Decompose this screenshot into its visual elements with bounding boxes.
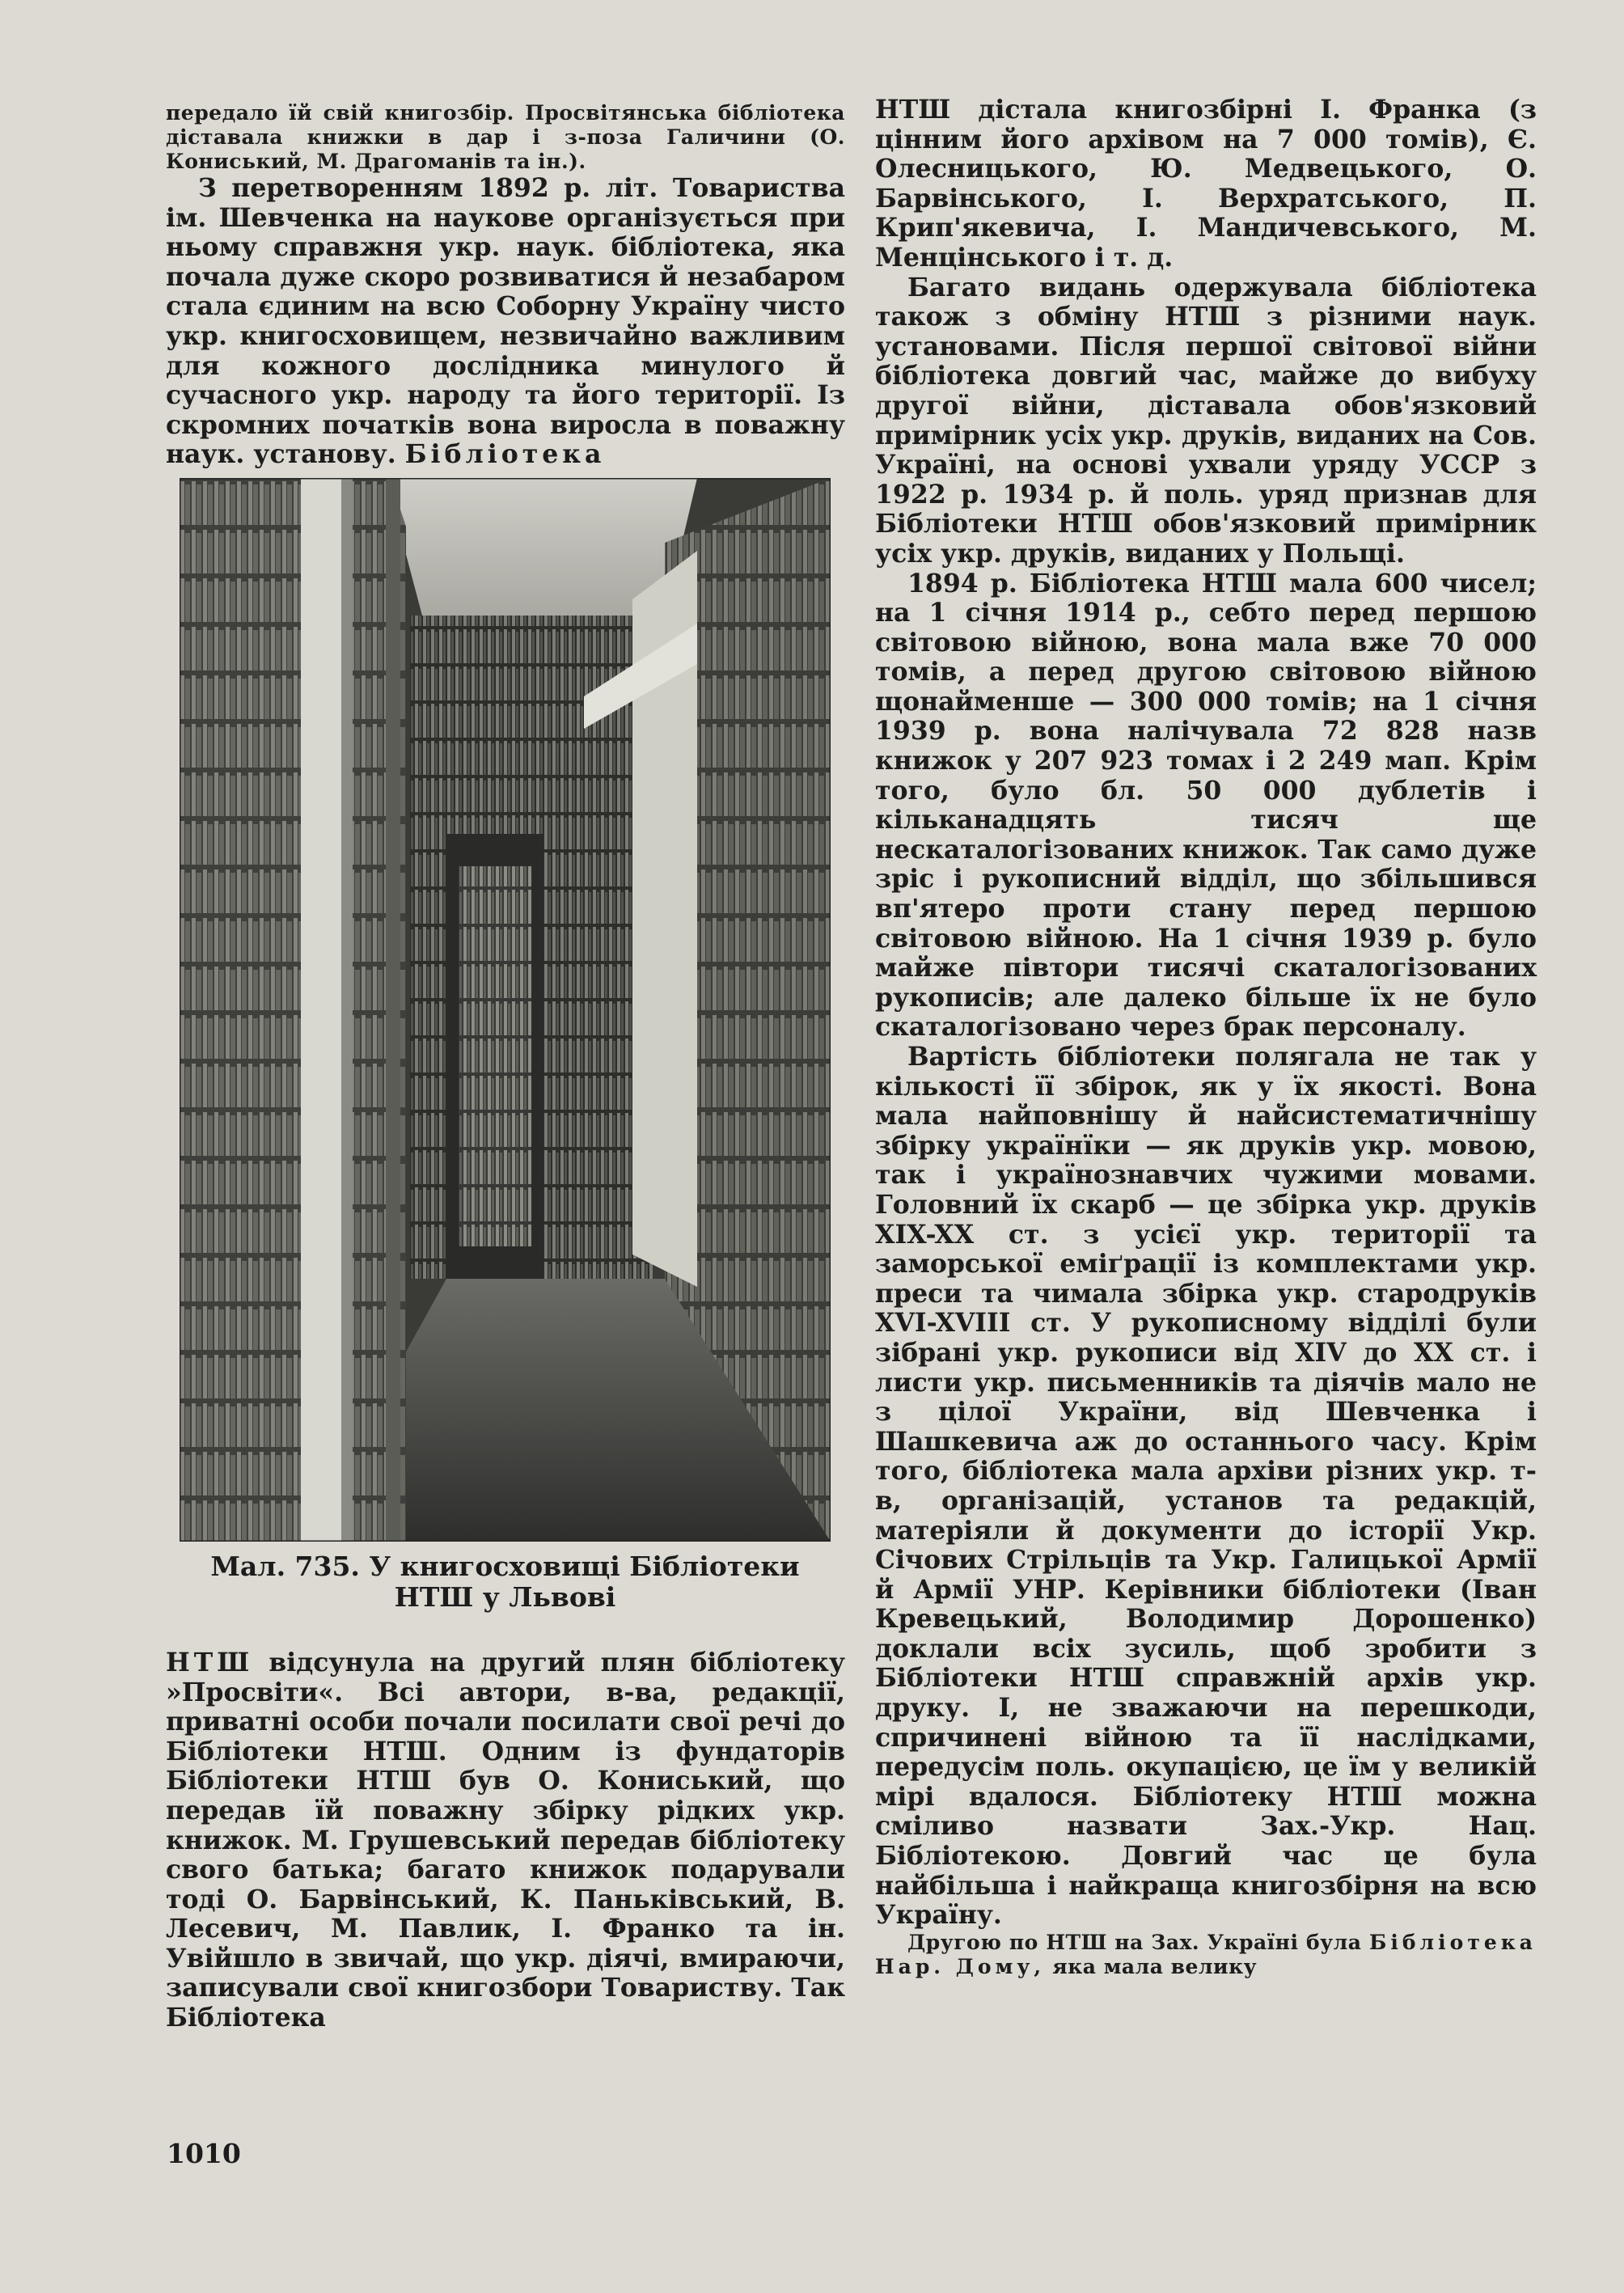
paragraph [166, 174, 845, 470]
paragraph-text: відсунула на другий плян бібліотеку »Просвіти«. Всі автори, в-ва, редакції, приватні особи почали посилати свої речі до Бібліотеки НТШ. Одним із фундаторів Бібліотеки НТШ був О. Кониський, що передав їй поважну збірку рідких укр. книжок. М. Грушевський передав бібліотеку свого батька; багато книжок подарували тоді О. Барвінський, К. Паньківський, В. Лесевич, М. Павлик, І. Франко та ін. Увійшло в звичай, що укр. діячі, вмираючи, записували свої книгозбори Товариству. Так Бібліотека [166, 1647, 845, 2033]
paragraph: 1894 р. Бібліотека НТШ мала 600 чисел; на 1 січня 1914 р., себто перед першою світовою війною, вона мала вже 70 000 томів, а перед другою світовою війною щонайменше — 300 000 томів; на 1 січня 1939 р. вона налічувала 72 828 назв книжок у 207 923 томах і 2 249 мап. Крім того, було бл. 50 000 дублетів і кільканадцять тисяч ще нескаталогізованих книжок. Так само дуже зріс і рукописний відділ, що збільшився вп'ятеро проти стану перед першою світовою війною. На 1 січня 1939 р. було майже півтори тисячі скаталогізованих рукописів; але далеко більше їх не було скаталогізовано через брак персоналу. [875, 568, 1537, 1043]
emphasis-text: Бібліотека [404, 439, 606, 470]
paragraph [875, 1931, 1537, 1979]
emphasis-text: Бібліотека Нар. Дому, [875, 1930, 1537, 1978]
right-column [875, 95, 1537, 1979]
figure-caption: Мал. 735. У книгосховищі Бібліотеки НТШ у Львові [210, 1550, 800, 1613]
paragraph [166, 1648, 845, 2033]
paragraph-text: З перетворенням 1892 р. літ. Товариства ім. Шевченка на наукове організується при ньому справжня укр. наук. бібліотека, яка почала дуже скоро розвиватися й незабаром стала єдиним на всю Соборну Україну чисто укр. книгосховищем, незвичайно важливим для кожного дослідника минулого й сучасного укр. народу та його території. Із скромних початків вона виросла в поважну наук. установу. [166, 173, 845, 470]
paragraph: Багато видань одержувала бібліотека також з обміну НТШ з різними наук. установами. Після першої світової війни бібліотека довгий час, майже до вибуху другої війни, діставала обов'язковий примірник усіх укр. друків, виданих на Сов. Україні, на основі ухвали уряду УССР з 1922 р. 1934 р. й поль. уряд признав для Бібліотеки НТШ обов'язковий примірник усіх укр. друків, виданих у Польщі. [875, 272, 1537, 569]
paragraph: передало їй свій книгозбір. Просвітянська бібліотека діставала книжки в дар і з-поза Галичини (О. Кониський, М. Драгоманів та ін.). [166, 101, 845, 173]
paragraph: Вартість бібліотеки полягала не так у кількості її збірок, як у їх якості. Вона мала найповнішу й найсистематичнішу збірку українїки — як друків укр. мовою, так і українознавчих чужими мовами. Головний їх скарб — це збірка укр. друків XIX-XX ст. з усієї укр. території та заморської еміґрації із комплектами укр. преси та чимала збірка укр. стародруків XVI-XVIII ст. У рукописному відділі були зібрані укр. рукописи від XIV до XX ст. і листи укр. письменників та діячів мало не з цілої України, від Шевченка і Шашкевича аж до останнього часу. Крім того, бібліотека мала архіви різних укр. т-в, організацій, установ та редакцій, матеріяли й документи до історії Укр. Січових Стрільців та Укр. Галицької Армії й Армії УНР. Керівники бібліотеки (Іван Кревецький, Володимир Дорошенко) доклали всіх зусиль, щоб зробити з Бібліотеки НТШ справжній архів укр. друку. І, не зважаючи на перешкоди, спричинені війною та її наслідками, передусім поль. окупацією, це їм у великій мірі вдалося. Бібліотеку НТШ можна сміливо назвати Зах.-Укр. Нац. Бібліотекою. Довгий час це була найбільша і найкраща книгозбірня на всю Україну. [875, 1042, 1537, 1931]
emphasis-text: НТШ [166, 1647, 254, 1677]
paragraph: НТШ дістала книгозбірні І. Франка (з цінним його архівом на 7 000 томів), Є. Олесницького, Ю. Медвецького, О. Барвінського, І. Верхратського, П. Крип'якевича, І. Мандичевського, М. Менцінського і т. д. [875, 95, 1537, 273]
paragraph-text: Другою по НТШ на Зах. Україні була [907, 1930, 1362, 1954]
figure [180, 478, 831, 1613]
page-number: 1010 [167, 2138, 241, 2169]
library-stacks-photo [180, 478, 831, 1542]
left-column [166, 101, 845, 2033]
paragraph-text: яка мала велику [1052, 1954, 1258, 1978]
